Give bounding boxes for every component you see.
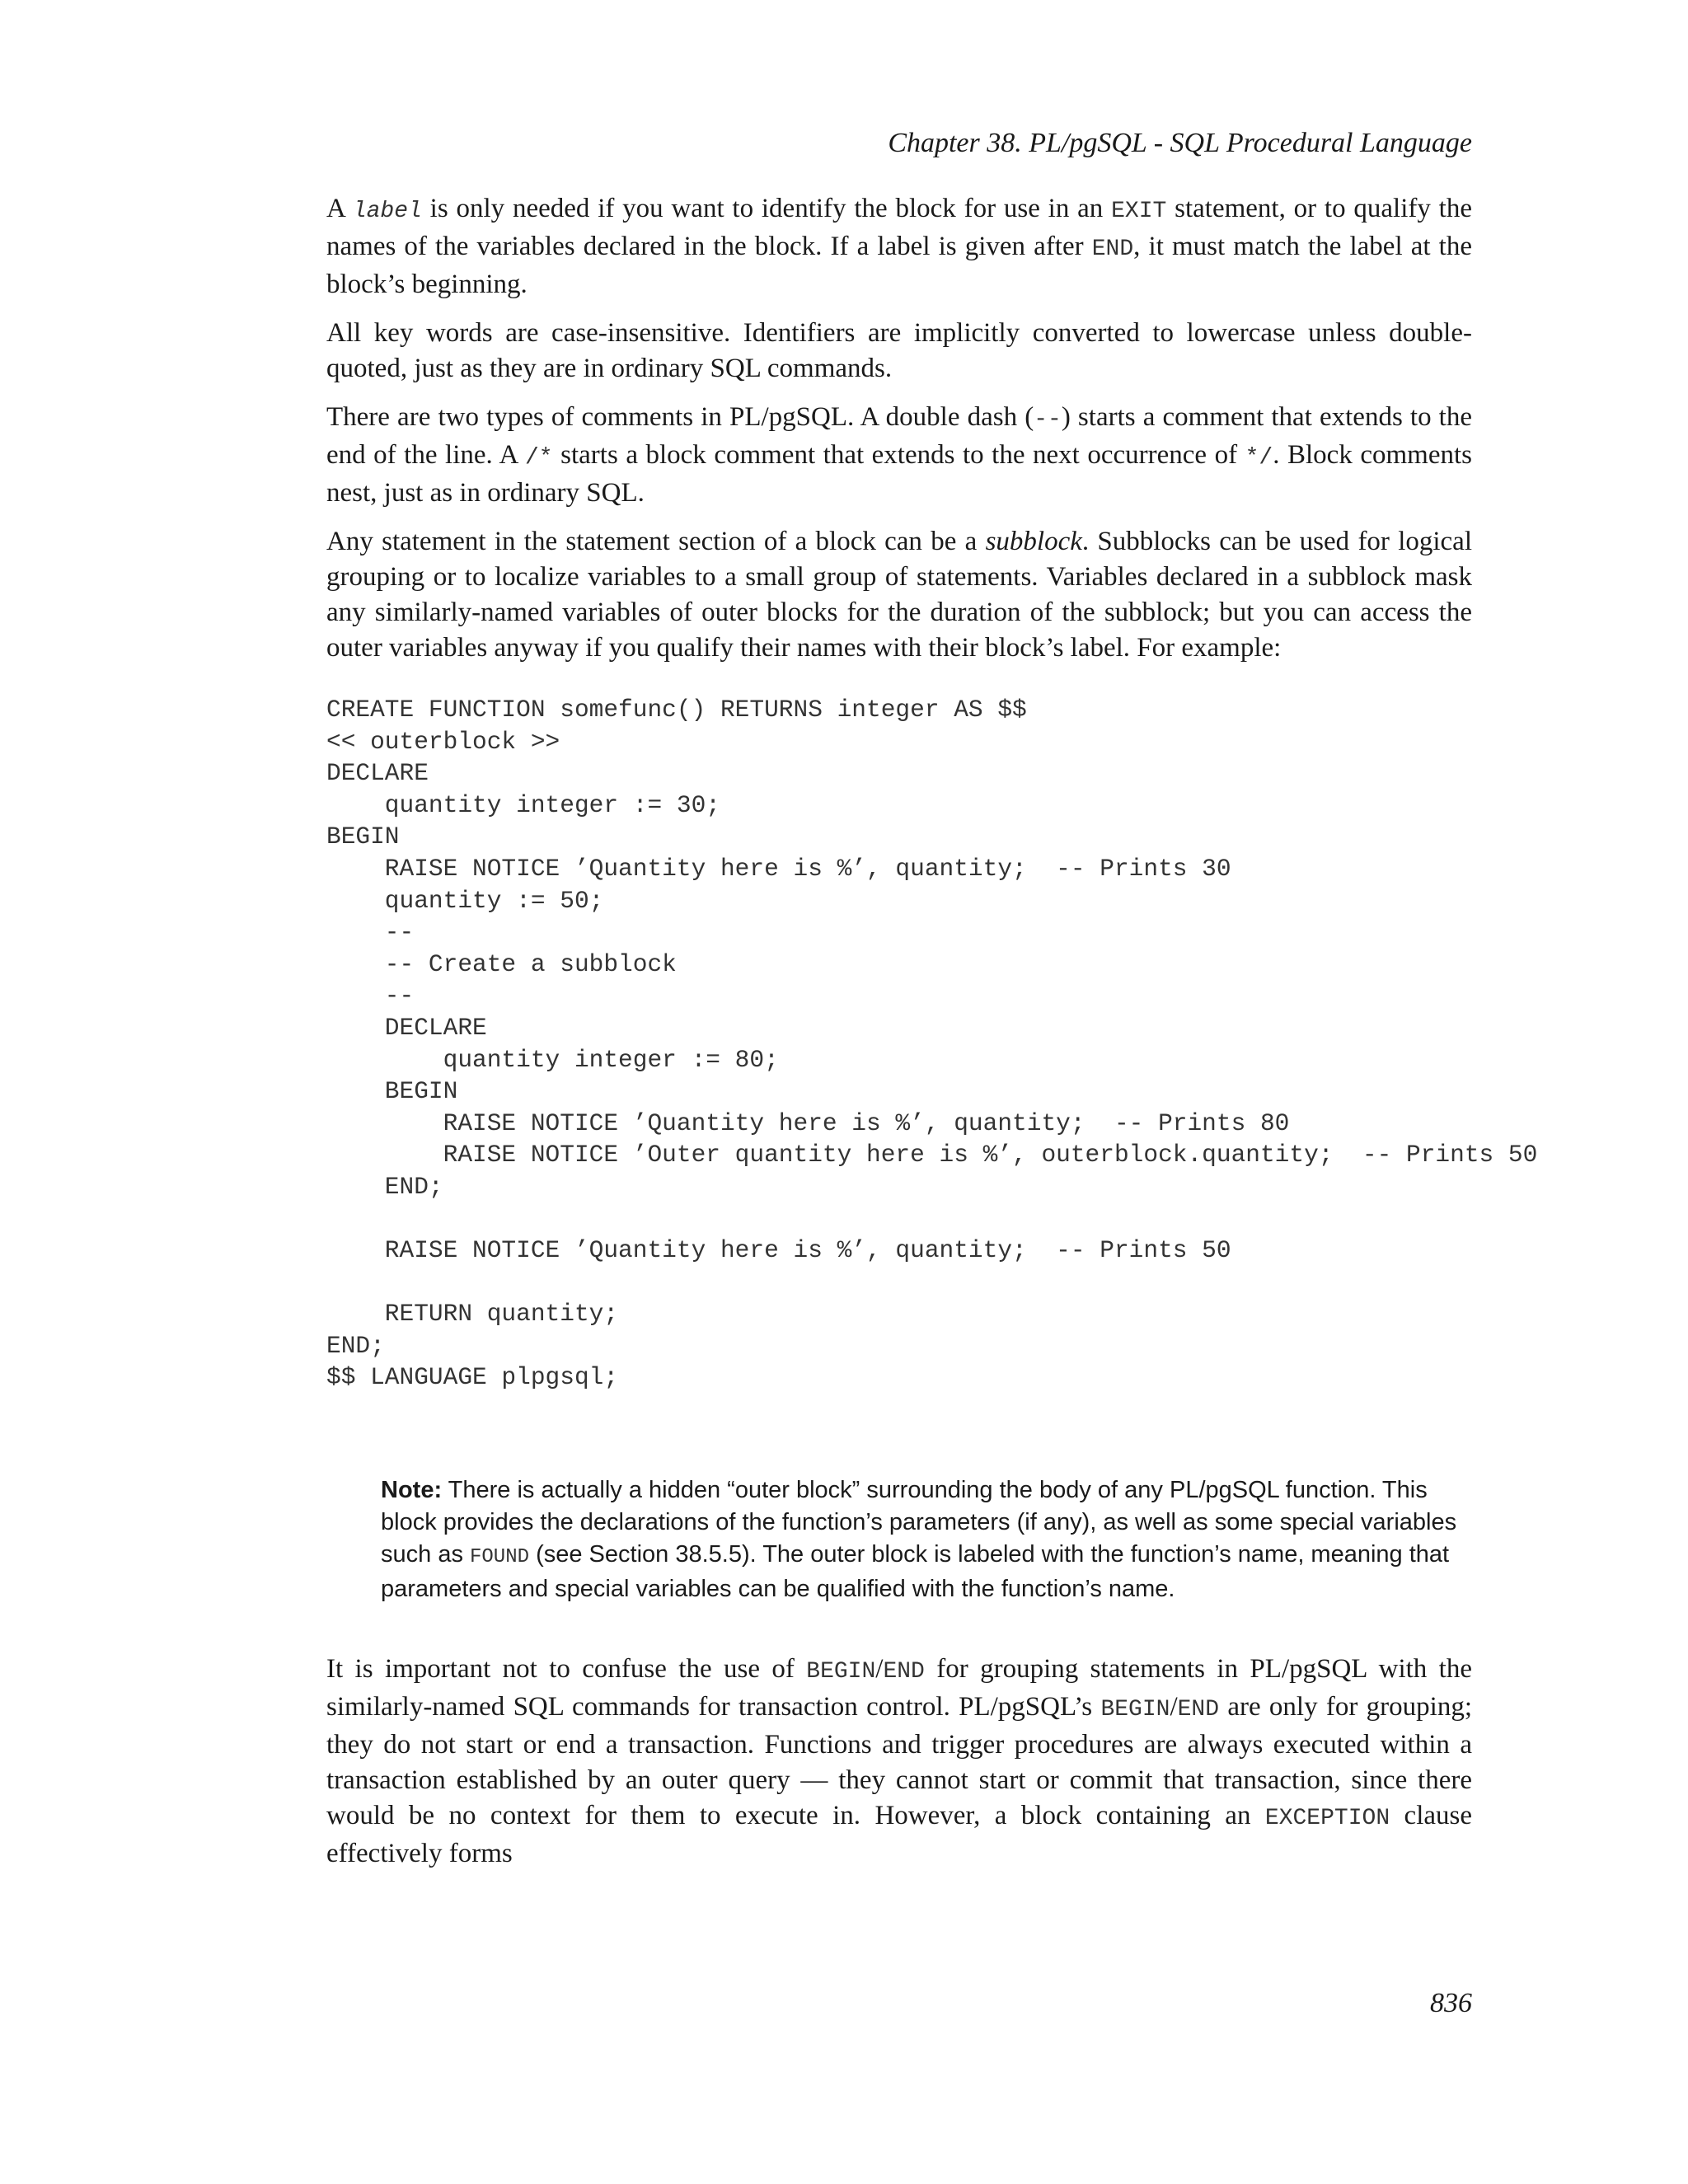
text-span: / [1170, 1692, 1178, 1722]
text-span: Any statement in the statement section of a block can be a [326, 527, 986, 556]
inline-code-end: END [883, 1659, 925, 1685]
inline-code-comment-close: */ [1245, 445, 1273, 471]
text-span: ) starts a comment that extends to the end of the line. A [326, 402, 1473, 470]
note-label: Note: [381, 1477, 443, 1504]
text-span: . Subblocks can be used for logical grouping or to localize variables to a small group of statements. Variables declared in a subblock mask any similarly-named variables of outer blocks for the duration of the subblock; but you can access the outer variables anyway if you qualify their names with their block’s label. For example: [326, 527, 1473, 663]
inline-code-end: END [1091, 237, 1134, 262]
inline-code-begin: BEGIN [1100, 1697, 1170, 1723]
inline-code-begin: BEGIN [806, 1659, 876, 1685]
inline-code-comment-open: /* [525, 445, 553, 471]
code-example: CREATE FUNCTION somefunc() RETURNS integer AS $$ << outerblock >> DECLARE quantity integer := 30; BEGIN RAISE NOTICE ’Quantity here is %’, quantity; -- Prints 30 quantity := 50; -- -- Create a subblock -- DECLARE quantity integer := 80; BEGIN RAISE NOTICE ’Quantity here is %’, quantity; -- Prints 80 RAISE NOTICE ’Outer quantity here is %’, outerblock.quantity; -- Prints 50 END; RAISE NOTICE ’Quantity here is %’, quantity; -- Prints 50 RETURN quantity; END; $$ LANGUAGE plpgsql; [326, 696, 1538, 1392]
text-span: is only needed if you want to identify the block for use in an [421, 194, 1112, 223]
text-span: A [326, 194, 353, 223]
text-span: for grouping statements in PL/pgSQL with the similarly-named SQL commands for transaction control. PL/pgSQL’s [326, 1654, 1472, 1722]
text-span: clause effectively forms [326, 1801, 1473, 1869]
text-span: There is actually a hidden “outer block” surrounding the body of any PL/pgSQL function. This block provides the declarations of the function’s parameters (if any), as well as some special variables such as [381, 1477, 1457, 1568]
text-span: There are two types of comments in PL/pgSQL. A double dash ( [326, 402, 1034, 432]
running-header: Chapter 38. PL/pgSQL - SQL Procedural Language [888, 128, 1472, 158]
inline-code-exit: EXIT [1111, 199, 1167, 224]
paragraph-comments [326, 400, 1472, 511]
paragraph-subblocks [326, 524, 1472, 666]
text-span: It is important not to confuse the use of [326, 1654, 807, 1685]
text-span: are only for grouping; they do not start or end a transaction. Functions and trigger procedures are always executed within a transaction established by an outer query — they cannot start or commit that transaction, since there would be no context for them to execute in. However, a block containing an [326, 1692, 1472, 1831]
text-span: / [875, 1654, 884, 1685]
text-span: . Block comments nest, just as in ordinary SQL. [326, 440, 1472, 508]
inline-code-end: END [1177, 1697, 1220, 1723]
term-subblock: subblock [985, 527, 1082, 556]
paragraph-case-insensitivity: All key words are case-insensitive. Identifiers are implicitly converted to lowercase unless double-quoted, just as they are in ordinary SQL commands. [326, 318, 1472, 383]
text-span: statement, or to qualify the names of the variables declared in the block. If a label is given after [326, 194, 1472, 261]
page-content [326, 191, 1538, 1885]
paragraph-begin-end [326, 1652, 1472, 1872]
inline-code-label: label [352, 199, 422, 224]
text-span: starts a block comment that extends to the next occurrence of [552, 440, 1245, 470]
note-box [381, 1474, 1472, 1605]
inline-code-exception: EXCEPTION [1264, 1806, 1390, 1832]
text-span: (see Section 38.5.5). The outer block is labeled with the function’s name, meaning that parameters and special variables can be qualified with the function’s name. [381, 1541, 1450, 1603]
paragraph-label-usage [326, 191, 1472, 302]
page-number: 836 [1430, 1988, 1472, 2018]
inline-code-found: FOUND [470, 1546, 530, 1569]
inline-code-double-dash: -- [1034, 407, 1062, 433]
text-span: , it must match the label at the block’s beginning. [326, 232, 1472, 299]
